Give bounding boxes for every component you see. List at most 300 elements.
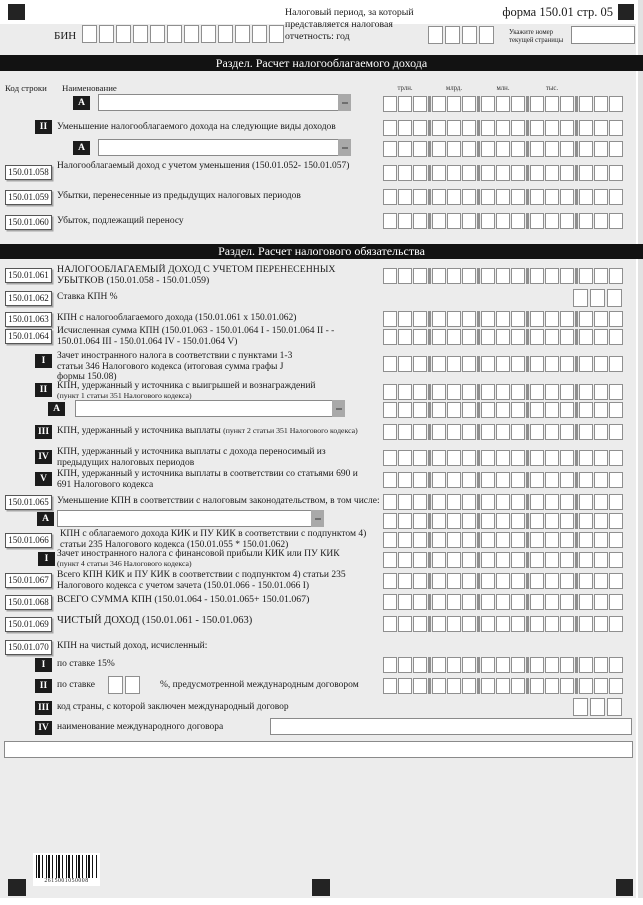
digit-cell[interactable]	[511, 573, 525, 589]
digit-cell[interactable]	[235, 25, 250, 43]
digit-cell[interactable]	[462, 329, 476, 345]
digit-cell[interactable]	[511, 594, 525, 610]
digit-cell[interactable]	[511, 311, 525, 327]
digit-cell[interactable]	[530, 552, 544, 568]
digit-cell[interactable]	[383, 165, 397, 181]
digit-cell[interactable]	[545, 424, 559, 440]
digit-cell[interactable]	[383, 268, 397, 284]
digit-cell[interactable]	[383, 213, 397, 229]
digit-cell[interactable]	[413, 311, 427, 327]
digit-cell[interactable]	[383, 532, 397, 548]
digit-cell[interactable]	[609, 616, 623, 632]
digit-cell[interactable]	[413, 594, 427, 610]
digit-cell[interactable]	[511, 268, 525, 284]
digit-cell[interactable]	[496, 616, 510, 632]
digit-cell[interactable]	[579, 329, 593, 345]
digit-cell[interactable]	[496, 657, 510, 673]
digit-cell[interactable]	[609, 678, 623, 694]
digit-cell[interactable]	[447, 616, 461, 632]
digit-cell[interactable]	[413, 384, 427, 400]
digit-cell[interactable]	[462, 311, 476, 327]
digit-cell[interactable]	[447, 657, 461, 673]
treaty-name-input[interactable]	[270, 718, 632, 735]
digit-cell[interactable]	[496, 573, 510, 589]
digit-cell[interactable]	[447, 450, 461, 466]
treaty-name-continuation-input[interactable]	[4, 741, 633, 758]
digit-cell[interactable]	[432, 678, 446, 694]
digit-cell[interactable]	[511, 657, 525, 673]
digit-cell[interactable]	[560, 311, 574, 327]
digit-cell[interactable]	[579, 384, 593, 400]
digit-cell[interactable]	[609, 189, 623, 205]
digit-cell[interactable]	[432, 141, 446, 157]
digit-cell[interactable]	[560, 573, 574, 589]
digit-cell[interactable]	[511, 424, 525, 440]
digit-cell[interactable]	[496, 552, 510, 568]
digit-cell[interactable]	[530, 356, 544, 372]
income-type-input-1[interactable]	[98, 94, 340, 111]
digit-cell[interactable]	[481, 356, 495, 372]
digit-cell[interactable]	[545, 552, 559, 568]
digit-cell[interactable]	[481, 384, 495, 400]
digit-cell[interactable]	[462, 384, 476, 400]
digit-cell[interactable]	[413, 513, 427, 529]
digit-cell[interactable]	[579, 165, 593, 181]
digit-cell[interactable]	[496, 120, 510, 136]
digit-cell[interactable]	[545, 213, 559, 229]
digit-cell[interactable]	[530, 472, 544, 488]
digit-cell[interactable]	[481, 165, 495, 181]
digit-cell[interactable]	[609, 329, 623, 345]
digit-cell[interactable]	[594, 213, 608, 229]
digit-cell[interactable]	[609, 424, 623, 440]
digit-cell[interactable]	[496, 213, 510, 229]
digit-cell[interactable]	[594, 165, 608, 181]
digit-cell[interactable]	[579, 450, 593, 466]
digit-cell[interactable]	[462, 532, 476, 548]
digit-cell[interactable]	[609, 165, 623, 181]
digit-cell[interactable]	[545, 657, 559, 673]
digit-cell[interactable]	[530, 165, 544, 181]
digit-cell[interactable]	[594, 678, 608, 694]
digit-cell[interactable]	[579, 402, 593, 418]
digit-cell[interactable]	[594, 532, 608, 548]
digit-cell[interactable]	[530, 120, 544, 136]
digit-cell[interactable]	[398, 141, 412, 157]
digit-cell[interactable]	[432, 384, 446, 400]
digit-cell[interactable]	[462, 616, 476, 632]
digit-cell[interactable]	[398, 384, 412, 400]
digit-cell[interactable]	[545, 329, 559, 345]
digit-cell[interactable]	[560, 552, 574, 568]
digit-cell[interactable]	[496, 165, 510, 181]
digit-cell[interactable]	[530, 329, 544, 345]
digit-cell[interactable]	[609, 494, 623, 510]
digit-cell[interactable]	[398, 329, 412, 345]
digit-cell[interactable]	[413, 657, 427, 673]
digit-cell[interactable]	[511, 616, 525, 632]
digit-cell[interactable]	[594, 424, 608, 440]
digit-cell[interactable]	[579, 268, 593, 284]
digit-cell[interactable]	[545, 532, 559, 548]
digit-cell[interactable]	[579, 513, 593, 529]
digit-cell[interactable]	[383, 450, 397, 466]
digit-cell[interactable]	[479, 26, 494, 44]
digit-cell[interactable]	[398, 616, 412, 632]
digit-cell[interactable]	[530, 268, 544, 284]
digit-cell[interactable]	[447, 594, 461, 610]
digit-cell[interactable]	[432, 96, 446, 112]
digit-cell[interactable]	[560, 165, 574, 181]
digit-cell[interactable]	[481, 120, 495, 136]
digit-cell[interactable]	[530, 573, 544, 589]
digit-cell[interactable]	[383, 594, 397, 610]
digit-cell[interactable]	[496, 356, 510, 372]
digit-cell[interactable]	[481, 189, 495, 205]
digit-cell[interactable]	[609, 513, 623, 529]
digit-cell[interactable]	[560, 532, 574, 548]
digit-cell[interactable]	[398, 472, 412, 488]
digit-cell[interactable]	[545, 678, 559, 694]
digit-cell[interactable]	[413, 96, 427, 112]
digit-cell[interactable]	[462, 141, 476, 157]
digit-cell[interactable]	[383, 657, 397, 673]
digit-cell[interactable]	[545, 165, 559, 181]
digit-cell[interactable]	[413, 268, 427, 284]
digit-cell[interactable]	[383, 402, 397, 418]
digit-cell[interactable]	[481, 678, 495, 694]
digit-cell[interactable]	[413, 494, 427, 510]
digit-cell[interactable]	[545, 616, 559, 632]
digit-cell[interactable]	[530, 141, 544, 157]
digit-cell[interactable]	[594, 616, 608, 632]
digit-cell[interactable]	[609, 472, 623, 488]
digit-cell[interactable]	[545, 96, 559, 112]
digit-cell[interactable]	[413, 402, 427, 418]
digit-cell[interactable]	[579, 494, 593, 510]
digit-cell[interactable]	[398, 165, 412, 181]
income-type-input-2[interactable]	[98, 139, 340, 156]
digit-cell[interactable]	[269, 25, 284, 43]
digit-cell[interactable]	[545, 268, 559, 284]
digit-cell[interactable]	[496, 424, 510, 440]
digit-cell[interactable]	[201, 25, 216, 43]
digit-cell[interactable]	[413, 329, 427, 345]
digit-cell[interactable]	[447, 120, 461, 136]
digit-cell[interactable]	[530, 532, 544, 548]
digit-cell[interactable]	[398, 213, 412, 229]
digit-cell[interactable]	[462, 450, 476, 466]
digit-cell[interactable]	[462, 494, 476, 510]
digit-cell[interactable]	[413, 356, 427, 372]
digit-cell[interactable]	[530, 450, 544, 466]
digit-cell[interactable]	[481, 472, 495, 488]
digit-cell[interactable]	[579, 311, 593, 327]
digit-cell[interactable]	[462, 513, 476, 529]
digit-cell[interactable]	[481, 494, 495, 510]
digit-cell[interactable]	[530, 424, 544, 440]
digit-cell[interactable]	[428, 26, 443, 44]
digit-cell[interactable]	[383, 189, 397, 205]
digit-cell[interactable]	[462, 552, 476, 568]
digit-cell[interactable]	[447, 329, 461, 345]
digit-cell[interactable]	[496, 311, 510, 327]
digit-cell[interactable]	[530, 594, 544, 610]
digit-cell[interactable]	[462, 594, 476, 610]
digit-cell[interactable]	[447, 356, 461, 372]
digit-cell[interactable]	[609, 402, 623, 418]
digit-cell[interactable]	[496, 329, 510, 345]
digit-cell[interactable]	[496, 678, 510, 694]
digit-cell[interactable]	[413, 213, 427, 229]
digit-cell[interactable]	[398, 532, 412, 548]
digit-cell[interactable]	[530, 311, 544, 327]
digit-cell[interactable]	[560, 657, 574, 673]
digit-cell[interactable]	[496, 384, 510, 400]
digit-cell[interactable]	[545, 356, 559, 372]
digit-cell[interactable]	[496, 494, 510, 510]
digit-cell[interactable]	[545, 141, 559, 157]
digit-cell[interactable]	[82, 25, 97, 43]
digit-cell[interactable]	[579, 657, 593, 673]
digit-cell[interactable]	[594, 356, 608, 372]
digit-cell[interactable]	[413, 189, 427, 205]
dropdown-button[interactable]	[332, 400, 345, 417]
digit-cell[interactable]	[609, 213, 623, 229]
digit-cell[interactable]	[579, 120, 593, 136]
dropdown-button[interactable]	[311, 510, 324, 527]
digit-cell[interactable]	[579, 552, 593, 568]
digit-cell[interactable]	[560, 356, 574, 372]
digit-cell[interactable]	[383, 552, 397, 568]
digit-cell[interactable]	[167, 25, 182, 43]
digit-cell[interactable]	[413, 450, 427, 466]
digit-cell[interactable]	[383, 616, 397, 632]
digit-cell[interactable]	[594, 311, 608, 327]
digit-cell[interactable]	[383, 384, 397, 400]
digit-cell[interactable]	[511, 189, 525, 205]
digit-cell[interactable]	[530, 384, 544, 400]
digit-cell[interactable]	[432, 356, 446, 372]
digit-cell[interactable]	[560, 402, 574, 418]
digit-cell[interactable]	[447, 513, 461, 529]
digit-cell[interactable]	[560, 268, 574, 284]
digit-cell[interactable]	[511, 384, 525, 400]
digit-cell[interactable]	[530, 657, 544, 673]
digit-cell[interactable]	[383, 356, 397, 372]
digit-cell[interactable]	[594, 384, 608, 400]
digit-cell[interactable]	[99, 25, 114, 43]
digit-cell[interactable]	[413, 616, 427, 632]
digit-cell[interactable]	[496, 450, 510, 466]
digit-cell[interactable]	[511, 494, 525, 510]
digit-cell[interactable]	[594, 594, 608, 610]
digit-cell[interactable]	[432, 268, 446, 284]
digit-cell[interactable]	[560, 678, 574, 694]
digit-cell[interactable]	[511, 402, 525, 418]
digit-cell[interactable]	[560, 141, 574, 157]
digit-cell[interactable]	[530, 402, 544, 418]
digit-cell[interactable]	[462, 96, 476, 112]
digit-cell[interactable]	[609, 552, 623, 568]
digit-cell[interactable]	[398, 402, 412, 418]
digit-cell[interactable]	[432, 120, 446, 136]
digit-cell[interactable]	[511, 513, 525, 529]
digit-cell[interactable]	[447, 532, 461, 548]
digit-cell[interactable]	[573, 698, 588, 716]
digit-cell[interactable]	[590, 289, 605, 307]
digit-cell[interactable]	[560, 424, 574, 440]
digit-cell[interactable]	[481, 311, 495, 327]
digit-cell[interactable]	[383, 96, 397, 112]
digit-cell[interactable]	[609, 573, 623, 589]
digit-cell[interactable]	[447, 311, 461, 327]
digit-cell[interactable]	[447, 141, 461, 157]
digit-cell[interactable]	[383, 573, 397, 589]
digit-cell[interactable]	[447, 678, 461, 694]
digit-cell[interactable]	[579, 573, 593, 589]
digit-cell[interactable]	[594, 494, 608, 510]
digit-cell[interactable]	[609, 594, 623, 610]
digit-cell[interactable]	[481, 450, 495, 466]
digit-cell[interactable]	[432, 513, 446, 529]
digit-cell[interactable]	[413, 472, 427, 488]
digit-cell[interactable]	[594, 268, 608, 284]
digit-cell[interactable]	[462, 424, 476, 440]
digit-cell[interactable]	[447, 165, 461, 181]
digit-cell[interactable]	[481, 532, 495, 548]
digit-cell[interactable]	[447, 573, 461, 589]
digit-cell[interactable]	[398, 424, 412, 440]
digit-cell[interactable]	[609, 356, 623, 372]
digit-cell[interactable]	[398, 189, 412, 205]
digit-cell[interactable]	[496, 96, 510, 112]
digit-cell[interactable]	[447, 472, 461, 488]
digit-cell[interactable]	[481, 552, 495, 568]
digit-cell[interactable]	[383, 424, 397, 440]
digit-cell[interactable]	[496, 532, 510, 548]
digit-cell[interactable]	[530, 678, 544, 694]
digit-cell[interactable]	[579, 424, 593, 440]
digit-cell[interactable]	[496, 594, 510, 610]
digit-cell[interactable]	[594, 450, 608, 466]
digit-cell[interactable]	[511, 213, 525, 229]
digit-cell[interactable]	[511, 329, 525, 345]
digit-cell[interactable]	[462, 472, 476, 488]
digit-cell[interactable]	[447, 402, 461, 418]
digit-cell[interactable]	[462, 678, 476, 694]
digit-cell[interactable]	[560, 213, 574, 229]
digit-cell[interactable]	[447, 189, 461, 205]
digit-cell[interactable]	[462, 189, 476, 205]
digit-cell[interactable]	[511, 96, 525, 112]
digit-cell[interactable]	[383, 120, 397, 136]
digit-cell[interactable]	[579, 616, 593, 632]
digit-cell[interactable]	[432, 616, 446, 632]
digit-cell[interactable]	[545, 594, 559, 610]
digit-cell[interactable]	[579, 96, 593, 112]
digit-cell[interactable]	[432, 532, 446, 548]
digit-cell[interactable]	[462, 402, 476, 418]
digit-cell[interactable]	[398, 678, 412, 694]
digit-cell[interactable]	[594, 552, 608, 568]
digit-cell[interactable]	[530, 616, 544, 632]
digit-cell[interactable]	[398, 96, 412, 112]
digit-cell[interactable]	[530, 213, 544, 229]
digit-cell[interactable]	[447, 213, 461, 229]
digit-cell[interactable]	[560, 189, 574, 205]
digit-cell[interactable]	[462, 573, 476, 589]
digit-cell[interactable]	[447, 494, 461, 510]
digit-cell[interactable]	[413, 532, 427, 548]
digit-cell[interactable]	[609, 96, 623, 112]
digit-cell[interactable]	[398, 552, 412, 568]
digit-cell[interactable]	[573, 289, 588, 307]
digit-cell[interactable]	[413, 120, 427, 136]
digit-cell[interactable]	[530, 494, 544, 510]
digit-cell[interactable]	[594, 472, 608, 488]
digit-cell[interactable]	[511, 356, 525, 372]
digit-cell[interactable]	[609, 657, 623, 673]
digit-cell[interactable]	[481, 96, 495, 112]
digit-cell[interactable]	[447, 268, 461, 284]
digit-cell[interactable]	[383, 678, 397, 694]
digit-cell[interactable]	[398, 120, 412, 136]
digit-cell[interactable]	[511, 532, 525, 548]
digit-cell[interactable]	[133, 25, 148, 43]
digit-cell[interactable]	[545, 472, 559, 488]
digit-cell[interactable]	[432, 402, 446, 418]
digit-cell[interactable]	[594, 189, 608, 205]
digit-cell[interactable]	[413, 552, 427, 568]
digit-cell[interactable]	[545, 189, 559, 205]
digit-cell[interactable]	[108, 676, 123, 694]
digit-cell[interactable]	[398, 311, 412, 327]
digit-cell[interactable]	[609, 384, 623, 400]
digit-cell[interactable]	[579, 189, 593, 205]
digit-cell[interactable]	[545, 311, 559, 327]
digit-cell[interactable]	[252, 25, 267, 43]
digit-cell[interactable]	[496, 513, 510, 529]
digit-cell[interactable]	[383, 472, 397, 488]
digit-cell[interactable]	[184, 25, 199, 43]
digit-cell[interactable]	[432, 329, 446, 345]
digit-cell[interactable]	[432, 424, 446, 440]
digit-cell[interactable]	[447, 96, 461, 112]
digit-cell[interactable]	[530, 96, 544, 112]
digit-cell[interactable]	[511, 552, 525, 568]
dropdown-button[interactable]	[338, 94, 351, 111]
digit-cell[interactable]	[594, 329, 608, 345]
digit-cell[interactable]	[432, 552, 446, 568]
digit-cell[interactable]	[609, 268, 623, 284]
digit-cell[interactable]	[462, 657, 476, 673]
digit-cell[interactable]	[481, 141, 495, 157]
digit-cell[interactable]	[398, 657, 412, 673]
digit-cell[interactable]	[560, 594, 574, 610]
digit-cell[interactable]	[445, 26, 460, 44]
digit-cell[interactable]	[511, 450, 525, 466]
digit-cell[interactable]	[413, 165, 427, 181]
digit-cell[interactable]	[511, 120, 525, 136]
digit-cell[interactable]	[383, 141, 397, 157]
digit-cell[interactable]	[383, 513, 397, 529]
digit-cell[interactable]	[530, 513, 544, 529]
digit-cell[interactable]	[594, 120, 608, 136]
digit-cell[interactable]	[398, 450, 412, 466]
digit-cell[interactable]	[560, 513, 574, 529]
digit-cell[interactable]	[511, 165, 525, 181]
